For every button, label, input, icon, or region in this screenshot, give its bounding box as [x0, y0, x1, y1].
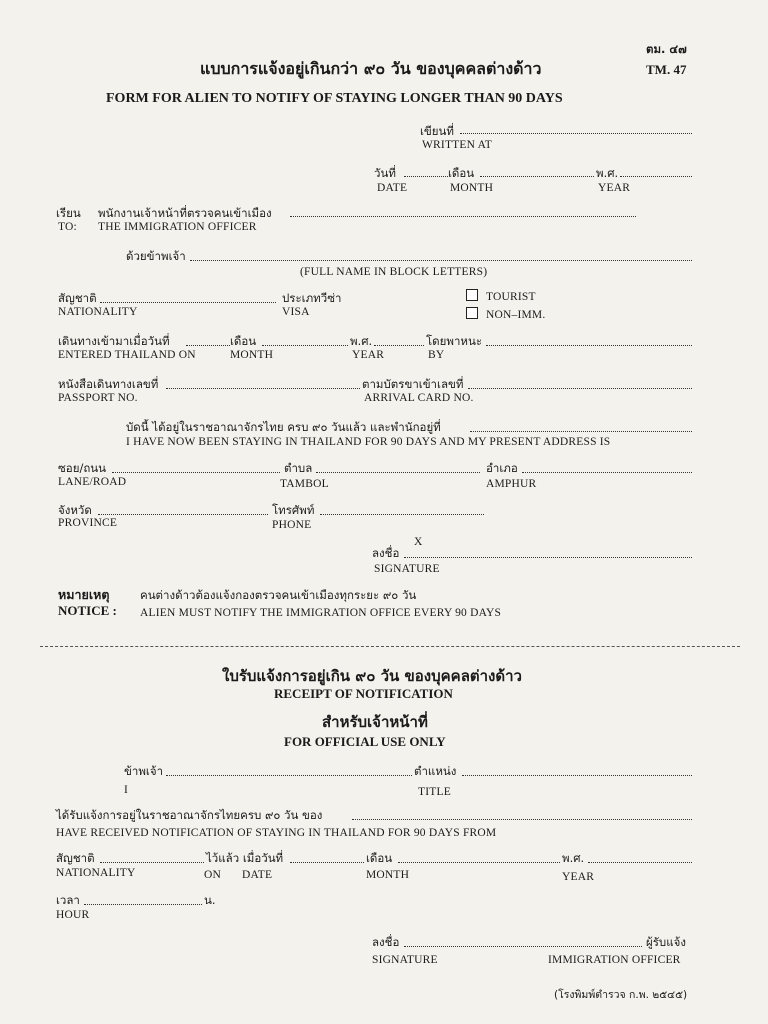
receipt-nationality-field[interactable] [100, 862, 204, 863]
date-th: วันที่ [374, 166, 396, 180]
passport-field[interactable] [166, 388, 360, 389]
receipt-title-field-en: TITLE [418, 786, 451, 798]
province-th: จังหวัด [58, 503, 92, 517]
signature-en: SIGNATURE [374, 563, 440, 575]
official-use-en: FOR OFFICIAL USE ONLY [284, 734, 446, 749]
nationality-field[interactable] [100, 302, 276, 303]
tambol-field[interactable] [316, 472, 480, 473]
lane-th: ซอย/ถนน [58, 461, 107, 475]
phone-field[interactable] [320, 514, 484, 515]
official-use-th: สำหรับเจ้าหน้าที่ [322, 713, 428, 731]
entered-day-field[interactable] [186, 345, 230, 346]
receipt-time-field[interactable] [84, 904, 202, 905]
entered-year-field[interactable] [374, 345, 424, 346]
signature-field[interactable] [404, 557, 692, 558]
by-th: โดยพาหนะ [426, 334, 483, 348]
receipt-signature-field[interactable] [404, 946, 642, 947]
receipt-i-th: ข้าพเจ้า [124, 764, 164, 778]
lane-field[interactable] [112, 472, 280, 473]
tambol-th: ตำบล [284, 461, 313, 475]
phone-en: PHONE [272, 519, 312, 531]
tambol-en: TAMBOL [280, 478, 329, 490]
year-en: YEAR [598, 182, 631, 194]
arrival-card-th: ตามบัตรขาเข้าเลขที่ [362, 377, 464, 391]
receipt-month-en: MONTH [366, 869, 410, 881]
received-en: HAVE RECEIVED NOTIFICATION OF STAYING IN THAILAND FOR 90 DAYS FROM [56, 827, 497, 839]
form-code-en: TM. 47 [646, 62, 687, 77]
written-at-en: WRITTEN AT [422, 139, 493, 151]
officer-name-field[interactable] [166, 775, 412, 776]
title-en: FORM FOR ALIEN TO NOTIFY OF STAYING LONGER THAN 90 DAYS [106, 91, 563, 106]
receipt-officer-en: IMMIGRATION OFFICER [548, 954, 681, 966]
arrival-card-en: ARRIVAL CARD NO. [364, 392, 474, 404]
nationality-th: สัญชาติ [58, 291, 97, 305]
receipt-officer-th: ผู้รับแจ้ง [646, 935, 686, 949]
receipt-title-th: ใบรับแจ้งการอยู่เกิน ๙๐ วัน ของบุคคลต่างด้าว [222, 667, 522, 685]
nonimm-checkbox[interactable] [466, 307, 478, 319]
to-field[interactable] [290, 216, 636, 217]
entered-month-th: เดือน [230, 334, 257, 348]
tourist-checkbox[interactable] [466, 289, 478, 301]
to-label-en: TO: [58, 221, 77, 233]
nonimm-label: NON–IMM. [486, 309, 546, 321]
title-th: แบบการแจ้งอยู่เกินกว่า ๙๐ วัน ของบุคคลต่างด้าว [200, 59, 542, 78]
visa-th: ประเภทวีซ่า [282, 291, 342, 305]
receipt-on-en: ON [204, 869, 222, 881]
month-en: MONTH [450, 182, 494, 194]
receipt-year-en: YEAR [562, 871, 595, 883]
signature-th: ลงชื่อ [372, 546, 400, 560]
entered-month-field[interactable] [262, 345, 348, 346]
month-th: เดือน [448, 166, 475, 180]
lane-en: LANE/ROAD [58, 476, 127, 488]
passport-th: หนังสือเดินทางเลขที่ [58, 377, 159, 391]
receipt-year-th: พ.ศ. [562, 851, 585, 865]
receipt-sig-en: SIGNATURE [372, 954, 438, 966]
province-field[interactable] [98, 514, 268, 515]
entered-th: เดินทางเข้ามาเมื่อวันที่ [58, 334, 170, 348]
receipt-hour-en: HOUR [56, 909, 90, 921]
to-value-th: พนักงานเจ้าหน้าที่ตรวจคนเข้าเมือง [98, 206, 272, 220]
receipt-i-en: I [124, 784, 129, 796]
received-th: ได้รับแจ้งการอยู่ในราชอาณาจักรไทยครบ ๙๐ วัน ของ [56, 808, 323, 822]
amphur-th: อำเภอ [486, 461, 518, 475]
date-month-field[interactable] [480, 176, 594, 177]
entered-month-en: MONTH [230, 349, 274, 361]
notice-label-th: หมายเหตุ [58, 587, 110, 602]
statement-th: บัดนี้ ได้อยู่ในราชอาณาจักรไทย ครบ ๙๐ วันแล้ว และพำนักอยู่ที่ [126, 420, 441, 434]
amphur-field[interactable] [522, 472, 692, 473]
receipt-month-th: เดือน [366, 851, 393, 865]
by-en: BY [428, 349, 445, 361]
officer-title-field[interactable] [462, 775, 692, 776]
phone-th: โทรศัพท์ [272, 503, 315, 517]
receipt-month-field[interactable] [398, 862, 560, 863]
receipt-on-th: ไว้แล้ว เมื่อวันที่ [206, 851, 284, 865]
cut-line-divider [40, 646, 740, 647]
receipt-title-field-th: ตำแหน่ง [414, 764, 457, 778]
visa-option-tourist[interactable] [466, 289, 536, 304]
full-name-hint: (FULL NAME IN BLOCK LETTERS) [300, 266, 488, 278]
entered-year-th: พ.ศ. [350, 334, 373, 348]
printer-note: (โรงพิมพ์ตำรวจ ก.พ. ๒๕๔๕) [554, 989, 688, 1001]
visa-en: VISA [282, 306, 310, 318]
amphur-en: AMPHUR [486, 478, 537, 490]
date-day-field[interactable] [404, 176, 448, 177]
to-value-en: THE IMMIGRATION OFFICER [98, 221, 257, 233]
tourist-label: TOURIST [486, 291, 536, 303]
to-label-th: เรียน [56, 206, 81, 220]
receipt-date-en: DATE [242, 869, 273, 881]
written-at-field[interactable] [460, 133, 692, 134]
province-en: PROVINCE [58, 517, 118, 529]
vehicle-field[interactable] [486, 345, 692, 346]
receipt-nat-en: NATIONALITY [56, 867, 136, 879]
received-from-field[interactable] [352, 819, 692, 820]
receipt-year-field[interactable] [588, 862, 692, 863]
entered-en: ENTERED THAILAND ON [58, 349, 196, 361]
notice-text-en: ALIEN MUST NOTIFY THE IMMIGRATION OFFICE EVERY 90 DAYS [140, 607, 502, 619]
entered-year-en: YEAR [352, 349, 385, 361]
receipt-sig-th: ลงชื่อ [372, 935, 400, 949]
full-name-field[interactable] [190, 260, 692, 261]
present-address-field[interactable] [470, 431, 692, 432]
receipt-time-th: เวลา [56, 893, 80, 907]
nationality-en: NATIONALITY [58, 306, 138, 318]
receipt-nat-th: สัญชาติ [56, 851, 95, 865]
receipt-time-unit: น. [204, 893, 216, 907]
date-en: DATE [377, 182, 408, 194]
passport-en: PASSPORT NO. [58, 392, 138, 404]
visa-option-nonimm[interactable] [466, 307, 545, 322]
notice-label-en: NOTICE : [58, 603, 117, 618]
statement-en: I HAVE NOW BEEN STAYING IN THAILAND FOR 90 DAYS AND MY PRESENT ADDRESS IS [126, 436, 611, 448]
signature-mark: X [414, 536, 423, 548]
notice-text-th: คนต่างด้าวต้องแจ้งกองตรวจคนเข้าเมืองทุกระยะ ๙๐ วัน [140, 588, 417, 602]
written-at-th: เขียนที่ [420, 124, 454, 138]
date-year-field[interactable] [620, 176, 692, 177]
year-th: พ.ศ. [596, 166, 619, 180]
form-code-th: ตม. ๔๗ [646, 42, 687, 56]
arrival-card-field[interactable] [468, 388, 692, 389]
receipt-date-field[interactable] [290, 862, 364, 863]
name-label-th: ด้วยข้าพเจ้า [126, 249, 186, 263]
receipt-title-en: RECEIPT OF NOTIFICATION [274, 686, 453, 701]
